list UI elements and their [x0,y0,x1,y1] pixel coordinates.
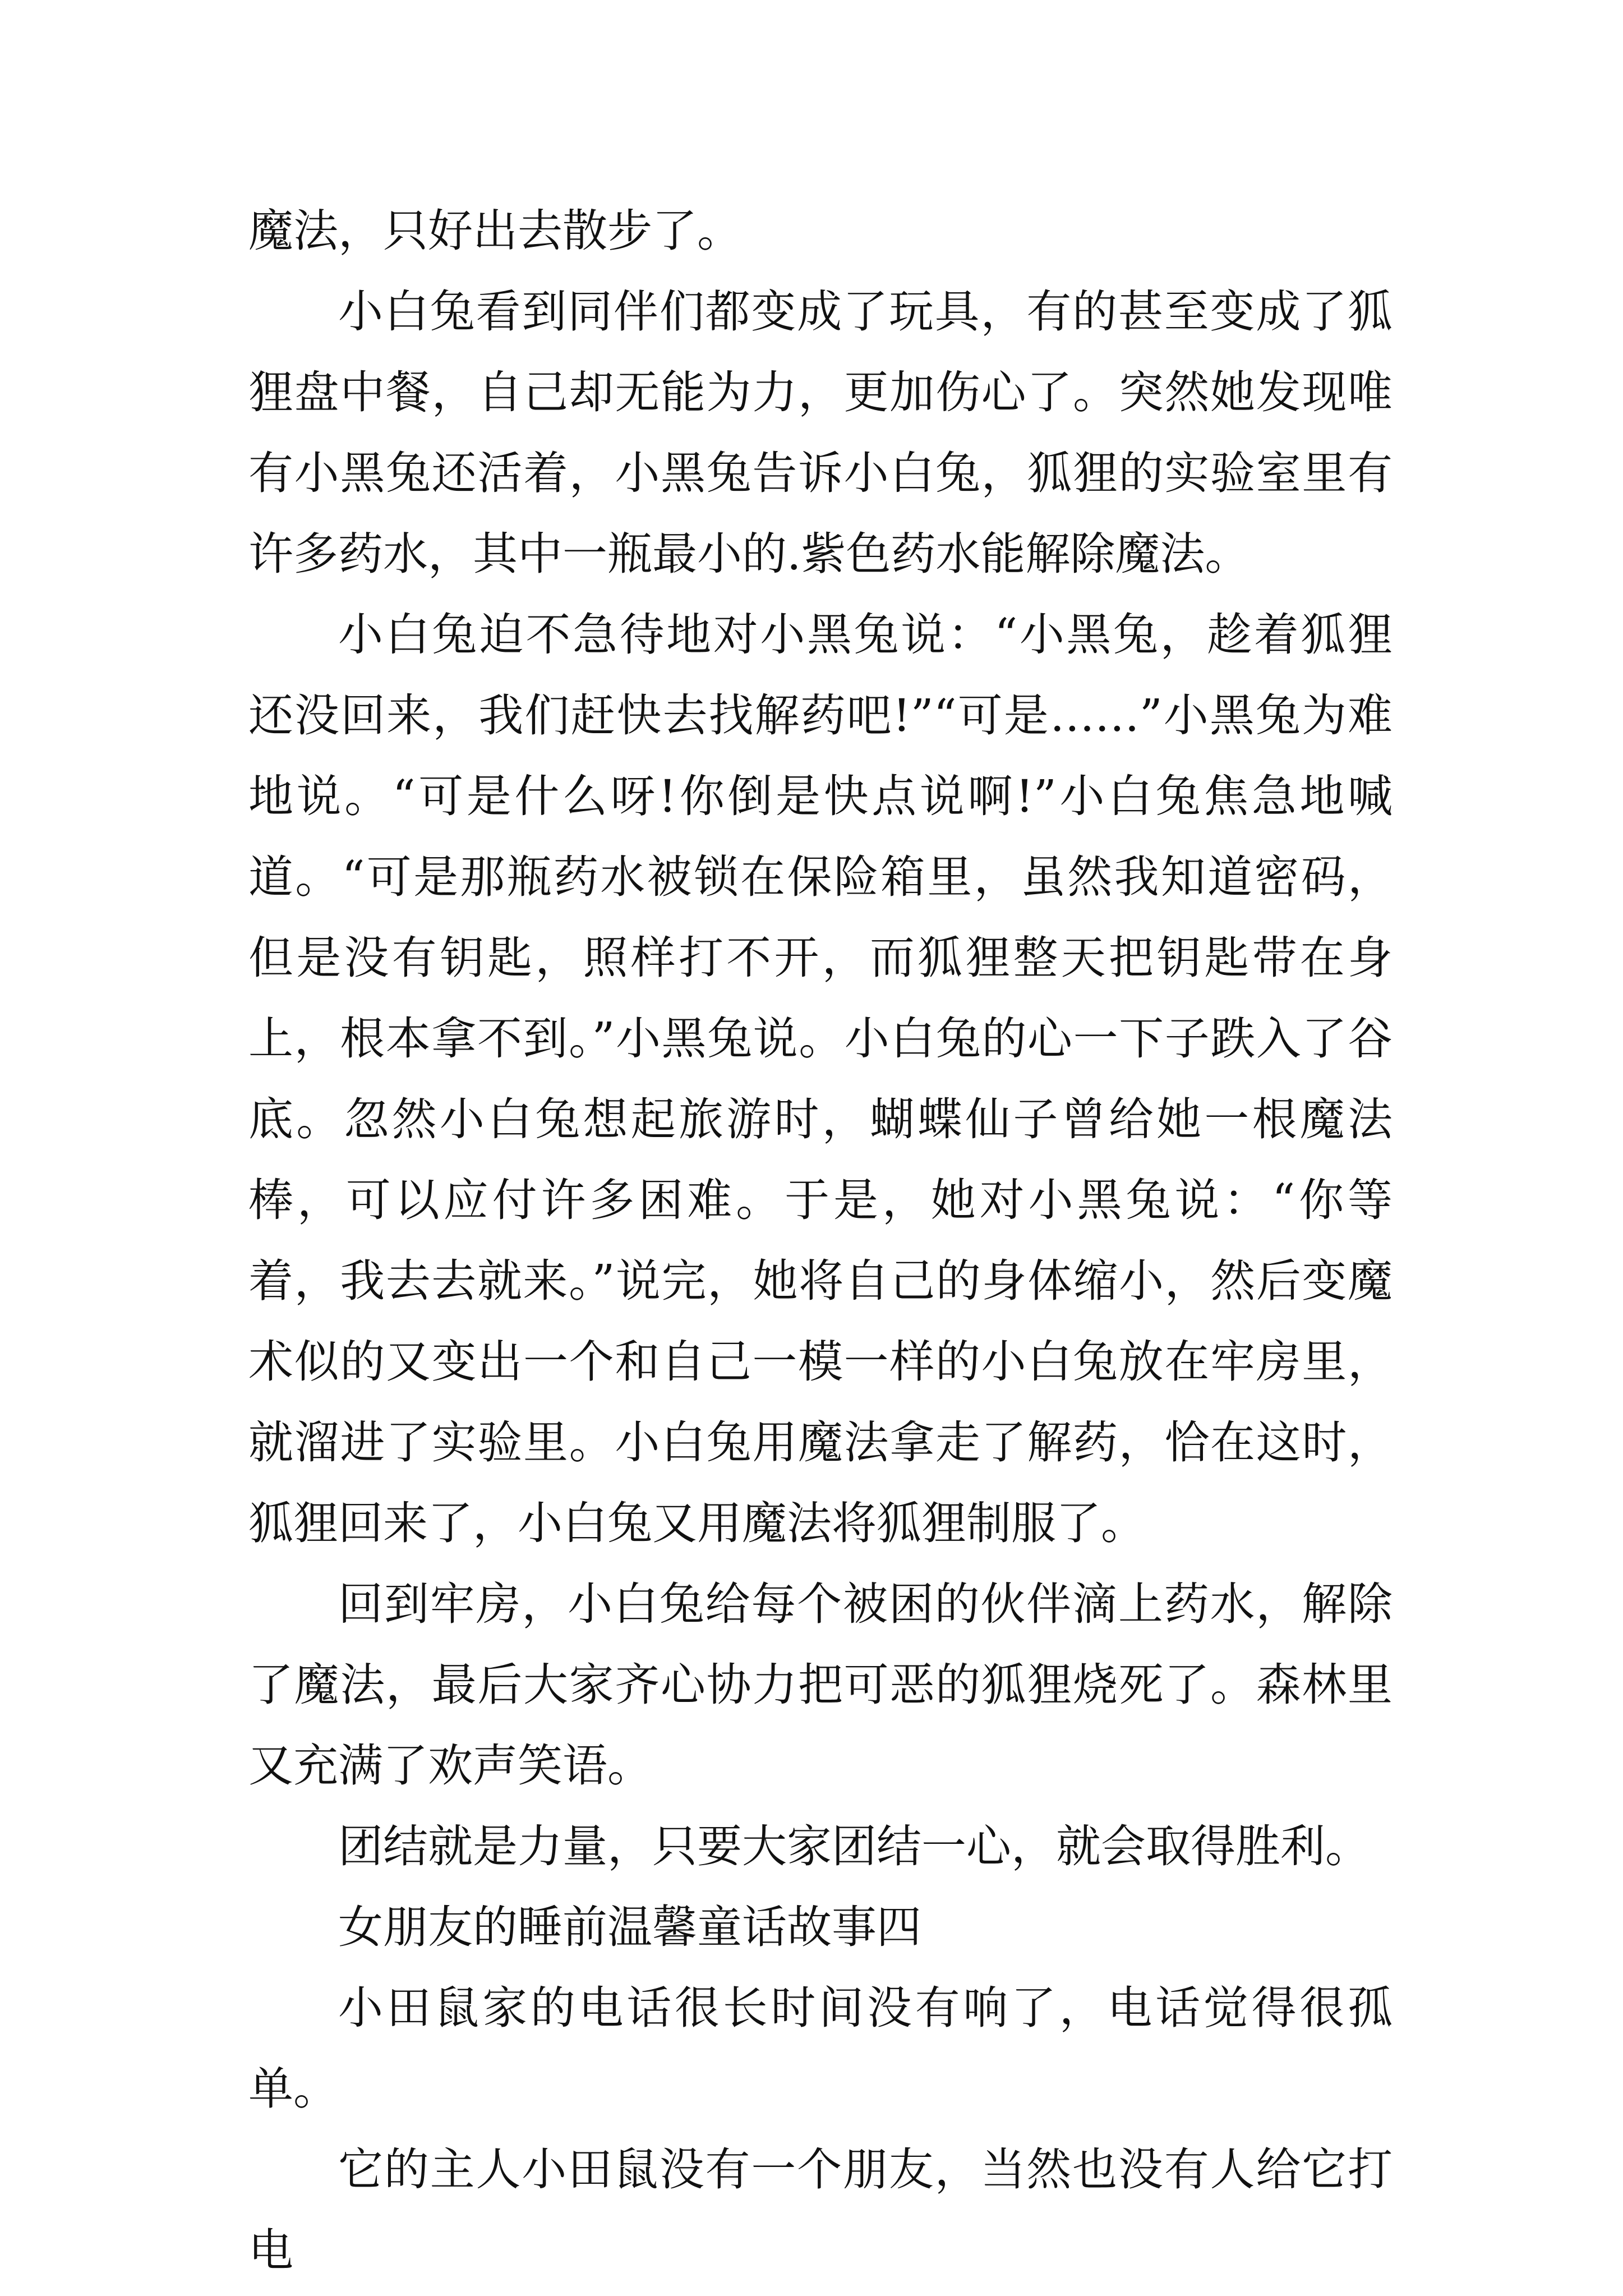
paragraph-7: 它的主人小田鼠没有一个朋友，当然也没有人给它打电 [248,2143,1393,2276]
paragraph-1: 魔法，只好出去散步了。 [248,205,742,257]
document-body [248,191,1393,2291]
paragraph-6: 小田鼠家的电话很长时间没有响了，电话觉得很孤单。 [248,1982,1393,2115]
paragraph-5: 团结就是力量，只要大家团结一心，就会取得胜利。 [338,1820,1370,1872]
paragraph-2: 小白兔看到同伴们都变成了玩具，有的甚至变成了狐狸盘中餐，自己却无能为力，更加伤心了。突然她发现唯有小黑兔还活着，小黑兔告诉小白兔，狐狸的实验室里有许多药水，其中一瓶最小的.紫色药水能解除魔法。 [248,286,1393,580]
section-heading: 女朋友的睡前温馨童话故事四 [338,1901,921,1953]
paragraph-4: 回到牢房，小白兔给每个被困的伙伴滴上药水，解除了魔法，最后大家齐心协力把可恶的狐狸烧死了。森林里又充满了欢声笑语。 [248,1578,1393,1792]
paragraph-3: 小白兔迫不急待地对小黑兔说：“小黑兔，趁着狐狸还没回来，我们赶快去找解药吧!”“可是……”小黑兔为难地说。“可是什么呀!你倒是快点说啊!”小白兔焦急地喊道。“可是那瓶药水被锁在保险箱里，虽然我知道密码，但是没有钥匙，照样打不开，而狐狸整天把钥匙带在身上，根本拿不到。”小黑兔说。小白兔的心一下子跌入了谷底。忽然小白兔想起旅游时，蝴蝶仙子曾给她一根魔法棒，可以应付许多困难。于是，她对小黑兔说：“你等着，我去去就来。”说完，她将自己的身体缩小，然后变魔术似的又变出一个和自己一模一样的小白兔放在牢房里，就溜进了实验里。小白兔用魔法拿走了解药，恰在这时，狐狸回来了，小白兔又用魔法将狐狸制服了。 [248,609,1393,1549]
